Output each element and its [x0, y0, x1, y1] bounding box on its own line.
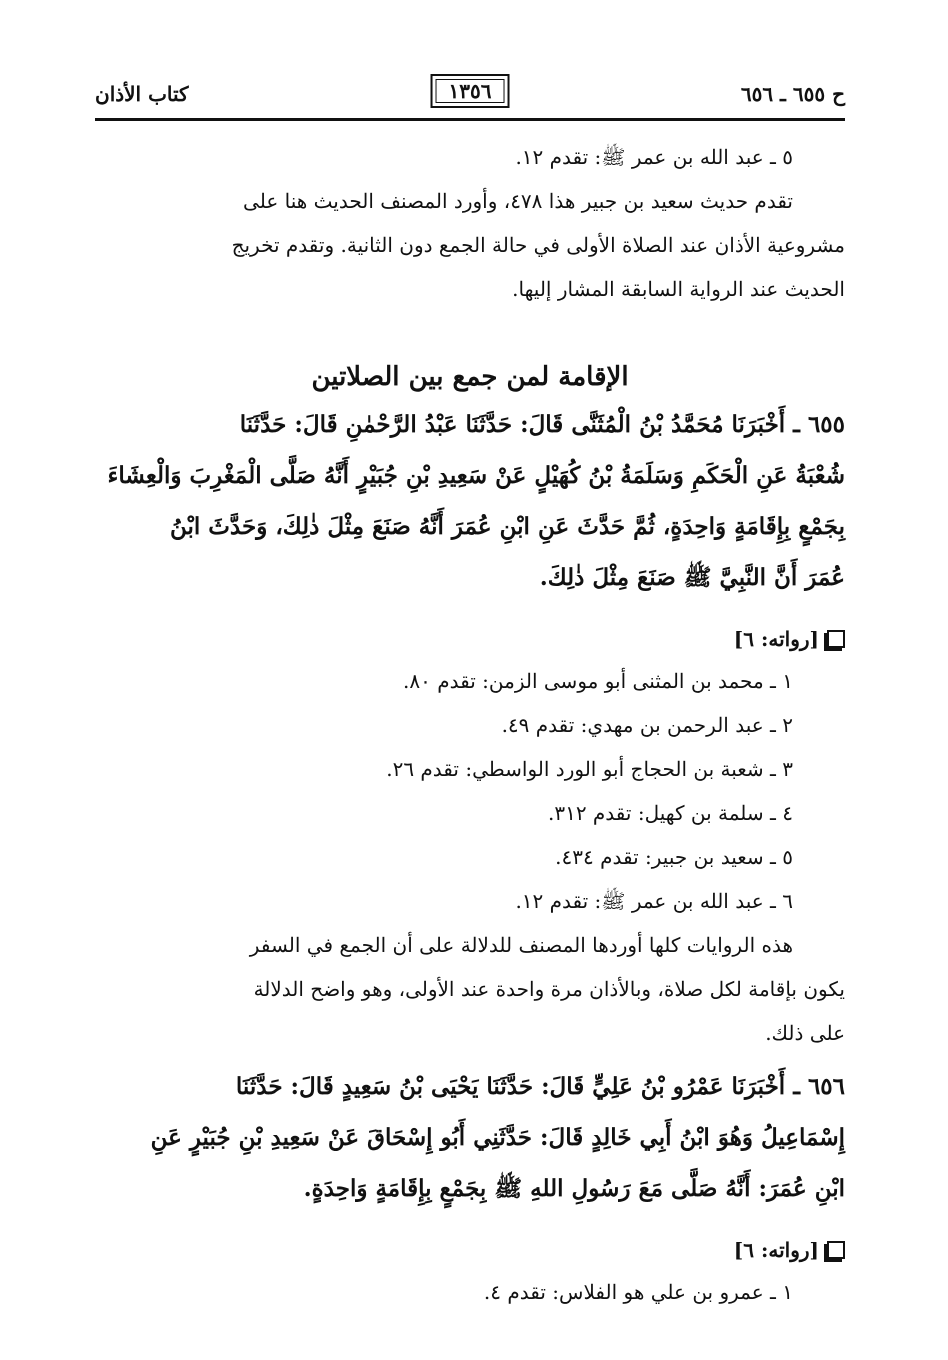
hadith-range: ح ٦٥٥ ـ ٦٥٦ — [740, 82, 845, 106]
narrator-item: ٦ ـ عبد الله بن عمر ﷺ: تقدم ١٢. — [515, 889, 793, 913]
narrator-item: ٣ ـ شعبة بن الحجاج أبو الورد الواسطي: تقدم ٢٦. — [386, 757, 793, 781]
hadith-line: بِجَمْعٍ بِإِقَامَةٍ وَاحِدَةٍ، ثُمَّ حَدَّثَ عَنِ ابْنِ عُمَرَ أَنَّهُ صَنَعَ مِثْلَ ذٰلِكَ، وَحَدَّثَ ابْنُ — [169, 513, 845, 540]
narrator-item: ١ ـ محمد بن المثنى أبو موسى الزمن: تقدم ٨٠. — [403, 669, 793, 693]
commentary-line: على ذلك. — [765, 1021, 845, 1045]
narrators-list-656 — [95, 1270, 845, 1314]
intro-paragraph-line: مشروعية الأذان عند الصلاة الأولى في حالة الجمع دون الثانية. وتقدم تخريج — [231, 233, 845, 257]
narrators-heading-656 — [95, 1230, 845, 1270]
intro-paragraph-line: الحديث عند الرواية السابقة المشار إليها. — [512, 277, 845, 301]
box-bullet-icon — [827, 630, 845, 648]
narrators-list-655 — [95, 659, 845, 923]
book-title: كتاب الأذان — [95, 82, 189, 106]
narrators-heading-label: [رواته: ٦] — [733, 627, 819, 651]
commentary-line: يكون بإقامة لكل صلاة، وبالأذان مرة واحدة عند الأولى، وهو واضح الدلالة — [253, 977, 845, 1001]
narrator-item: ٤ ـ سلمة بن كهيل: تقدم ٣١٢. — [547, 801, 793, 825]
hadith-line: عُمَرَ أَنَّ النَّبِيَّ ﷺ صَنَعَ مِثْلَ ذٰلِكَ. — [539, 564, 845, 591]
document-page — [95, 70, 845, 1314]
narrator-item: ٥ ـ سعيد بن جبير: تقدم ٤٣٤. — [555, 845, 793, 869]
narrators-heading-655 — [95, 619, 845, 659]
box-bullet-icon — [827, 1241, 845, 1259]
intro-narrator-item: ٥ ـ عبد الله بن عمر ﷺ: تقدم ١٢. — [515, 145, 793, 169]
intro-section — [95, 135, 845, 311]
header-rule — [95, 118, 845, 121]
section-title: الإقامة لمن جمع بين الصلاتين — [311, 362, 629, 392]
hadith-line: إِسْمَاعِيلُ وَهُوَ ابْنُ أَبِي خَالِدٍ قَالَ: حَدَّثَنِي أَبُو إِسْحَاقَ عَنْ سَعِيدِ بْنِ جُبَيْرٍ عَنِ — [150, 1124, 845, 1151]
hadith-line: ٦٥٥ ـ أَخْبَرَنَا مُحَمَّدُ بْنُ الْمُثَنَّى قَالَ: حَدَّثَنَا عَبْدُ الرَّحْمٰنِ قَالَ: حَدَّثَنَا — [239, 411, 845, 438]
narrator-item: ١ ـ عمرو بن علي هو الفلاس: تقدم ٤. — [483, 1280, 793, 1304]
hadith-655 — [95, 399, 845, 603]
hadith-line: ٦٥٦ ـ أَخْبَرَنَا عَمْرُو بْنُ عَلِيٍّ قَالَ: حَدَّثَنَا يَحْيَى بْنُ سَعِيدٍ قَالَ: حَدَّثَنَا — [235, 1073, 845, 1100]
hadith-656 — [95, 1061, 845, 1214]
commentary-655 — [95, 923, 845, 1055]
narrator-item: ٢ ـ عبد الرحمن بن مهدي: تقدم ٤٩. — [501, 713, 793, 737]
commentary-line: هذه الروايات كلها أوردها المصنف للدلالة على أن الجمع في السفر — [249, 933, 793, 957]
page-header — [95, 70, 845, 110]
page-number: ١٣٥٦ — [431, 74, 510, 108]
hadith-line: شُعْبَةُ عَنِ الْحَكَمِ وَسَلَمَةُ بْنُ كُهَيْلٍ عَنْ سَعِيدِ بْنِ جُبَيْرٍ أَنَّهُ صَلَّى الْمَغْرِبَ وَالْعِشَاءَ — [107, 462, 845, 489]
hadith-line: ابْنِ عُمَرَ: أَنَّهُ صَلَّى مَعَ رَسُولِ اللهِ ﷺ بِجَمْعٍ بِإِقَامَةٍ وَاحِدَةٍ. — [303, 1175, 845, 1202]
intro-paragraph-line: تقدم حديث سعيد بن جبير هذا ٤٧٨، وأورد المصنف الحديث هنا على — [243, 189, 793, 213]
narrators-heading-label: [رواته: ٦] — [733, 1238, 819, 1262]
